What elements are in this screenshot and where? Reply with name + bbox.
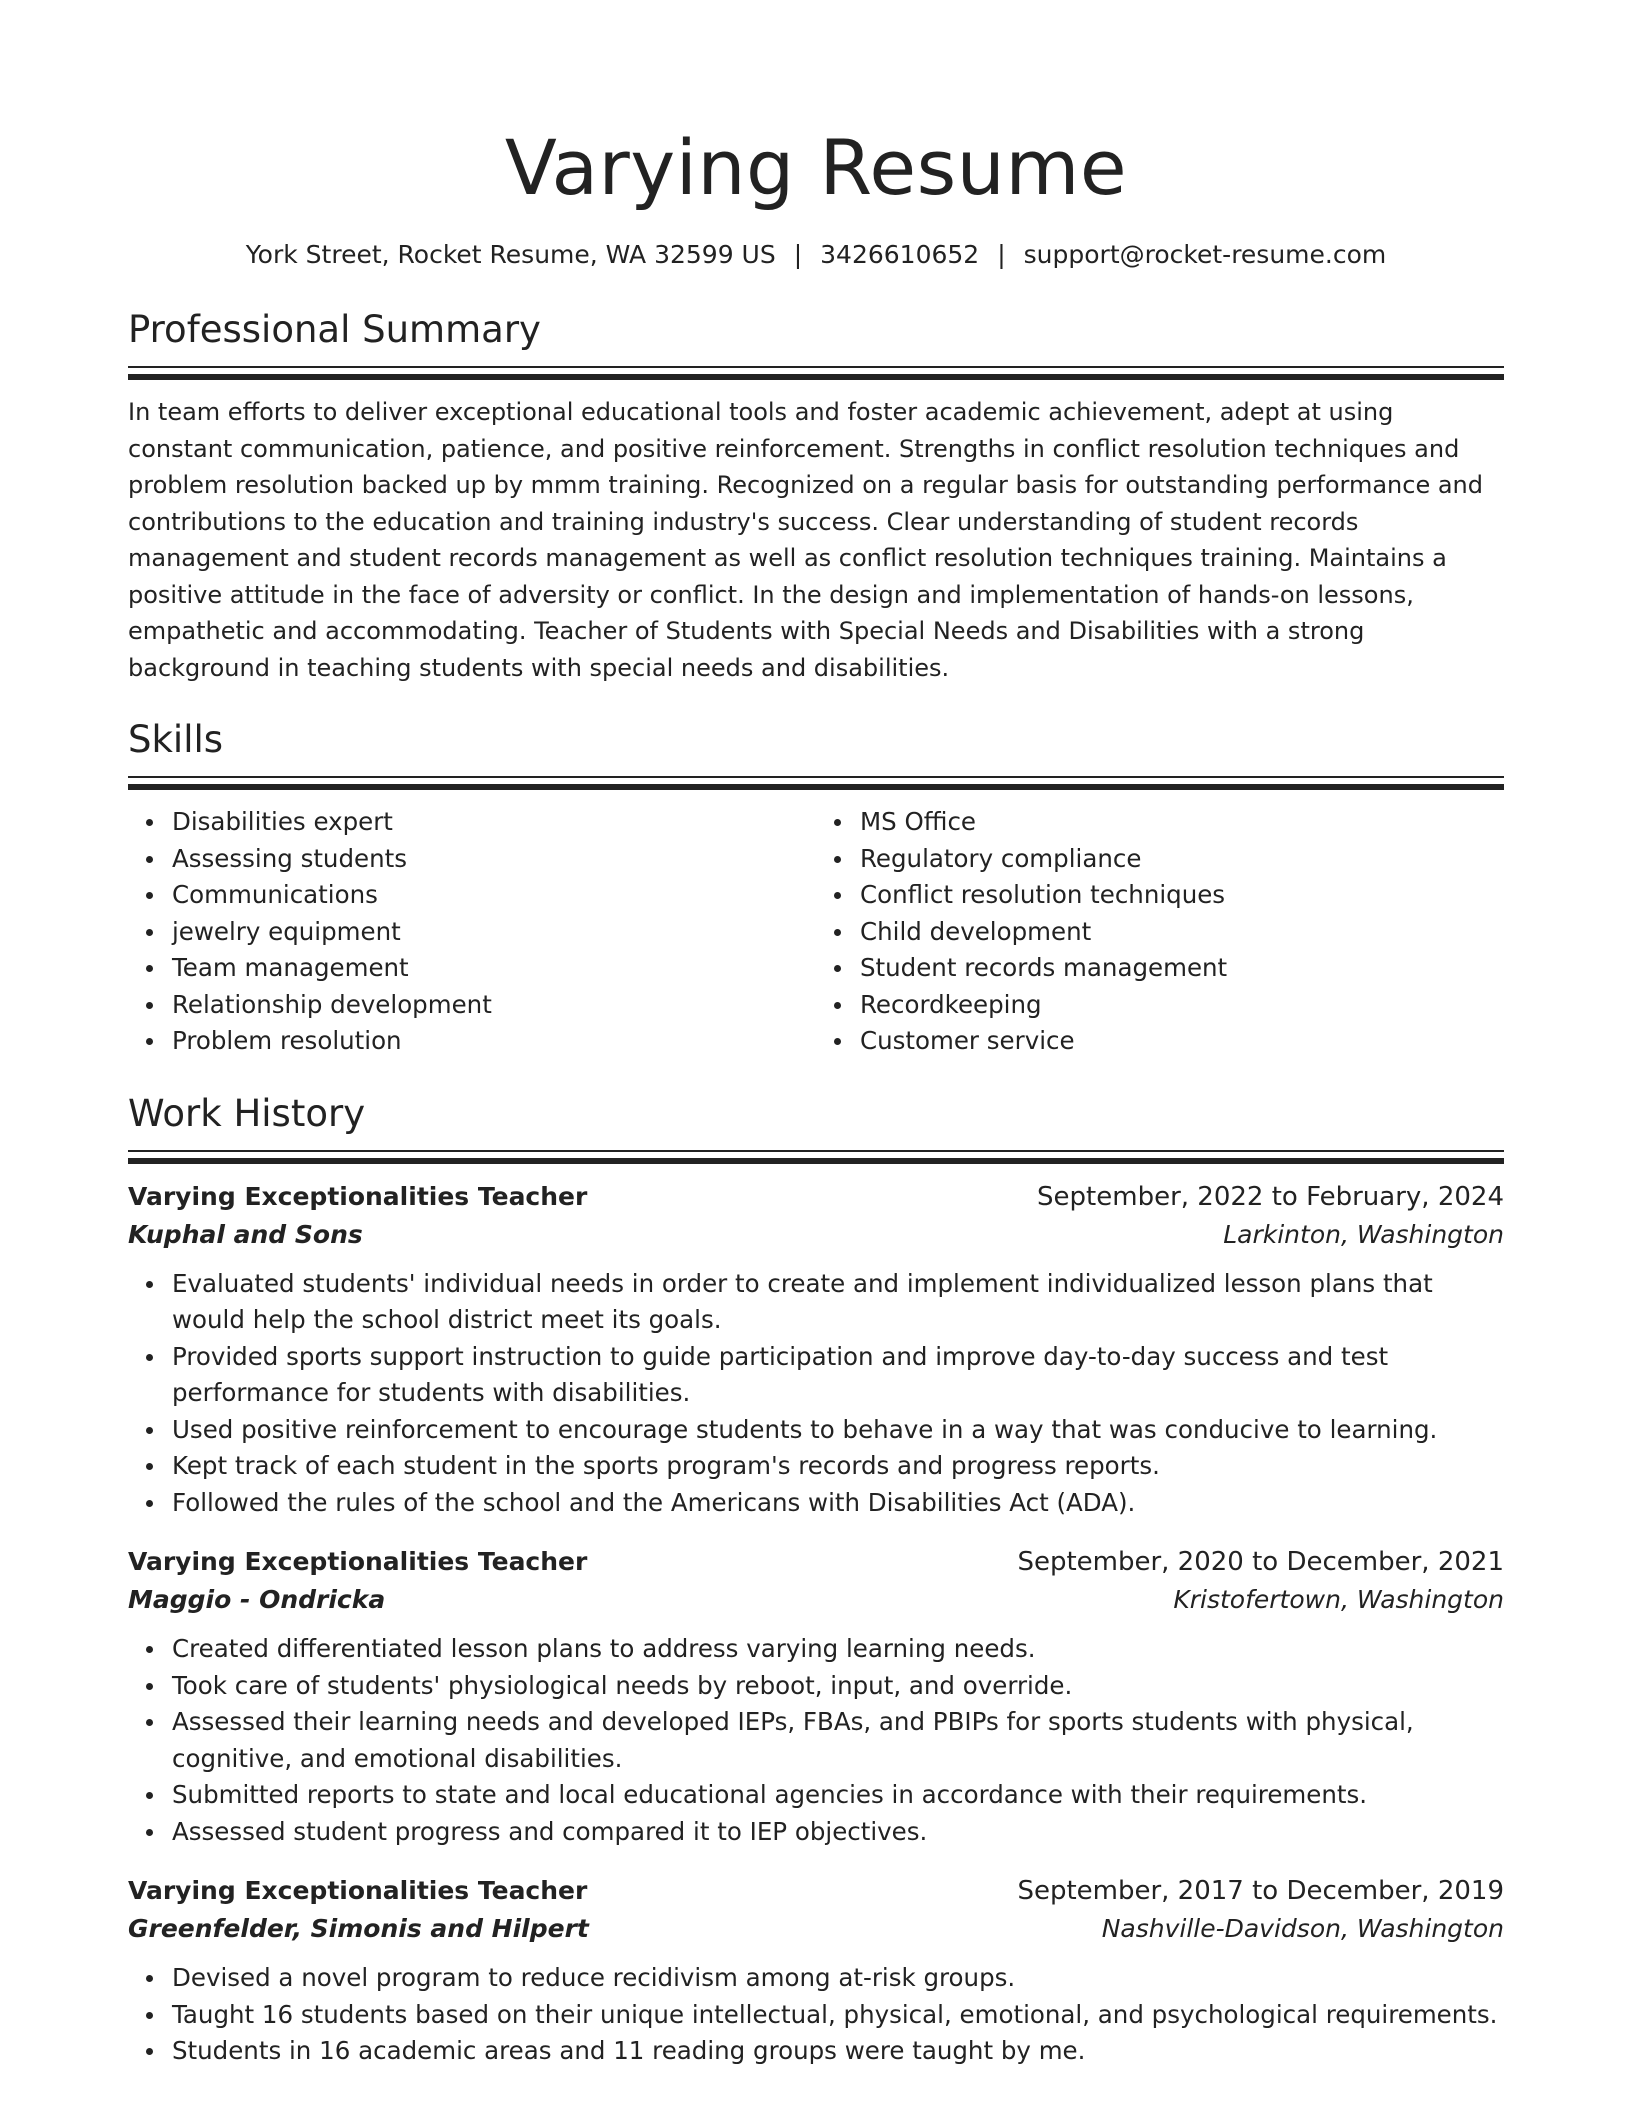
skill-item: Communications: [172, 877, 816, 914]
skill-item: Team management: [172, 950, 816, 987]
section-divider: [128, 366, 1504, 380]
resume-name: Varying Resume: [504, 123, 1128, 212]
skills-list-right: [816, 804, 1504, 1060]
skill-item: Disabilities expert: [172, 804, 816, 841]
skill-item: Customer service: [860, 1023, 1504, 1060]
duty-item: Followed the rules of the school and the Americans with Disabilities Act (ADA).: [172, 1485, 1504, 1522]
work-heading: Work History: [128, 1091, 366, 1135]
job-duties: [128, 1266, 1504, 1522]
duty-item: Kept track of each student in the sports program's records and progress reports.: [172, 1448, 1504, 1485]
skills-list-left: [128, 804, 816, 1060]
summary-section: [128, 306, 1504, 686]
summary-heading: Professional Summary: [128, 308, 541, 351]
contact-separator: |: [793, 240, 803, 269]
job-company: Greenfelder, Simonis and Hilpert: [128, 1914, 589, 1943]
skill-item: Assessing students: [172, 841, 816, 878]
contact-phone: 3426610652: [820, 240, 980, 269]
job-location: Larkinton, Washington: [1223, 1219, 1504, 1249]
job-company: Maggio - Ondricka: [128, 1585, 386, 1614]
contact-email[interactable]: support@rocket-resume.com: [1023, 240, 1387, 269]
duty-item: Assessed student progress and compared it to IEP objectives.: [172, 1814, 1504, 1851]
skill-item: Relationship development: [172, 987, 816, 1024]
duty-item: Submitted reports to state and local educational agencies in accordance with their requirements.: [172, 1777, 1504, 1814]
job-company-row: [128, 1910, 1504, 1948]
skills-section: [128, 716, 1504, 1060]
duty-item: Students in 16 academic areas and 11 reading groups were taught by me.: [172, 2033, 1504, 2070]
job-dates: September, 2020 to December, 2021: [1017, 1547, 1504, 1577]
job-location: Kristofertown, Washington: [1173, 1585, 1504, 1614]
job-title: Varying Exceptionalities Teacher: [128, 1876, 588, 1905]
duty-item: Devised a novel program to reduce recidivism among at-risk groups.: [172, 1960, 1504, 1997]
job-company-row: [128, 1216, 1504, 1254]
duty-item: Created differentiated lesson plans to address varying learning needs.: [172, 1631, 1504, 1668]
duty-item: Took care of students' physiological needs by reboot, input, and override.: [172, 1668, 1504, 1705]
job-entry: [128, 1178, 1504, 1522]
duty-item: Taught 16 students based on their unique intellectual, physical, emotional, and psychological requirements.: [172, 1997, 1504, 2034]
skill-item: MS Office: [860, 804, 1504, 841]
contact-separator: |: [997, 240, 1006, 269]
skill-item: Regulatory compliance: [860, 841, 1504, 878]
skill-item: jewelry equipment: [172, 914, 816, 951]
skills-heading: Skills: [128, 718, 224, 761]
skill-item: Problem resolution: [172, 1023, 816, 1060]
summary-text: In team efforts to deliver exceptional educational tools and foster academic achievement, adept at using constant communication, patience, and positive reinforcement. Strengths in conflict resolution techniques and problem resolution backed up by mmm training. Recognized on a regular basis for outstanding performance and contributions to the education and training industry's success. Clear understanding of student records management and student records management as well as conflict resolution techniques training. Maintains a positive attitude in the face of adversity or conflict. In the design and implementation of hands-on lessons, empathetic and accommodating. Teacher of Students with Special Needs and Disabilities with a strong background in teaching students with special needs and disabilities.: [128, 398, 1483, 682]
duty-item: Evaluated students' individual needs in order to create and implement individualized lesson plans that would help the school district meet its goals.: [172, 1266, 1504, 1339]
work-section: [128, 1090, 1504, 2070]
job-company-row: [128, 1581, 1504, 1619]
job-duties: [128, 1631, 1504, 1850]
duty-item: Provided sports support instruction to guide participation and improve day-to-day success and test performance for students with disabilities.: [172, 1339, 1504, 1412]
skill-item: Student records management: [860, 950, 1504, 987]
job-location: Nashville-Davidson, Washington: [1101, 1914, 1504, 1943]
job-entry: [128, 1543, 1504, 1850]
skill-item: Child development: [860, 914, 1504, 951]
job-dates: September, 2017 to December, 2019: [1017, 1876, 1504, 1906]
job-title: Varying Exceptionalities Teacher: [128, 1547, 588, 1576]
contact-line: [128, 238, 1504, 272]
contact-address: York Street, Rocket Resume, WA 32599 US: [245, 240, 776, 269]
duty-item: Used positive reinforcement to encourage students to behave in a way that was conducive to learning.: [172, 1412, 1504, 1449]
skills-columns: [128, 804, 1504, 1060]
job-duties: [128, 1960, 1504, 2070]
job-header-row: [128, 1178, 1504, 1216]
job-dates: September, 2022 to February, 2024: [1037, 1181, 1504, 1212]
section-divider: [128, 1150, 1504, 1164]
section-divider: [128, 776, 1504, 790]
duty-item: Assessed their learning needs and developed IEPs, FBAs, and PBIPs for sports students with physical, cognitive, and emotional disabilities.: [172, 1704, 1504, 1777]
job-header-row: [128, 1543, 1504, 1581]
skill-item: Conflict resolution techniques: [860, 877, 1504, 914]
job-header-row: [128, 1872, 1504, 1910]
job-entry: [128, 1872, 1504, 2070]
job-title: Varying Exceptionalities Teacher: [128, 1181, 588, 1211]
skill-item: Recordkeeping: [860, 987, 1504, 1024]
job-company: Kuphal and Sons: [128, 1219, 363, 1249]
